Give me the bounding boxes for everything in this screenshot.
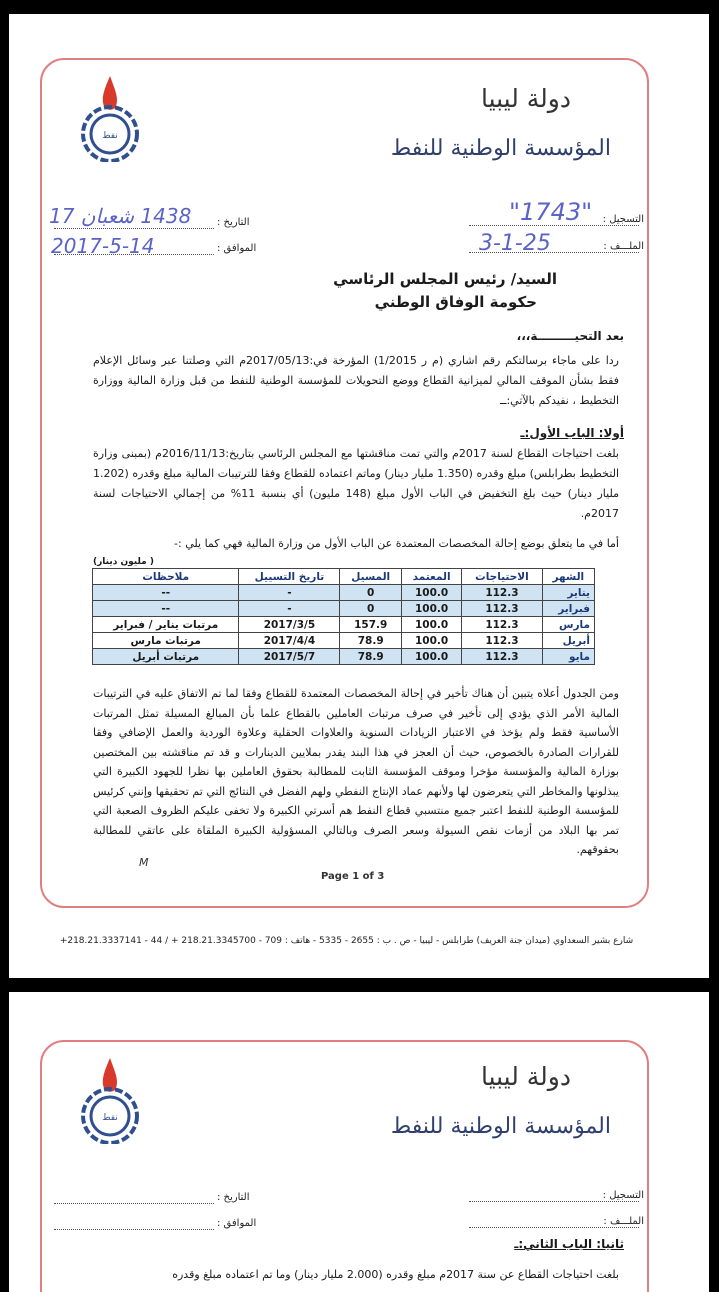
cell-notes: مرتبات يناير / فبراير — [93, 617, 239, 633]
section-1-text: بلغت احتياجات القطاع لسنة 2017م والتي تمت مناقشتها مع المجلس الرئاسي بتاريخ:2016/11/13م (بمبنى وزارة التخطيط بطرابلس) مبلغ وقدره (1.350 مليار دينار) وماتم اعتماده للقطاع وفقا للترتيبات المالية مبلغ وقدره (1.202 مليار دينار) حيث بلغ التخفيض في الباب الأول مبلغ (148 مليون) أي بنسبة 11% من إجمالي الاحتياجات لسنة 2017م. — [93, 447, 619, 520]
cell-needs: 112.3 — [462, 633, 542, 649]
handwritten-hijri-date: 1438 شعبان 17 — [49, 204, 192, 228]
closing-paragraph: ومن الجدول أعلاه يتبين أن هناك تأخير في إحالة المخصصات المعتمدة للقطاع وفقا لما تم الاتفاق عليه في الترتيبات المالية الأمر الذي يؤدي إلى تأخير في صرف مرتبات العاملين بالقطاع علما بأن المبالغ المسيلة تمثل المرتبات الأساسية فقط ولم يؤخذ في الاعتبار الزيادات السنوية والعلاوات الحقلية وعلاوة الوردية والعمل الإضافي وفقا للقرارات الصادرة بالخصوص، حيث أن العجز في هذا البند يقدر بملايين الدينارات و قد تم مناقشته بين المختصين بوزارة المالية والمؤسسة مؤخرا وموقف المؤسسة الثابت للمطالبة بحقوق العاملين بها نظرا للجهود الكبيرة التي يبذلونها والمخاطر التي يتعرضون لها ولأنهم عماد الإنتاج النفطي ولهم الفضل في النتائج التي تم تحقيقها وإنني كرئيس للمؤسسة الوطنية للنفط اعتبر جميع منتسبي قطاع النفط هم أسرتي الكبيرة ولا تخفى عليكم الظروف الصعبة التي تمر بها البلاد من أزمات نقص السيولة وسعر الصرف وبالتالي المسؤولية الكبيرة الملقاة على عاتقي للمطالبة بحقوقهم. — [93, 687, 619, 856]
file-label: الملـــف : — [603, 241, 644, 252]
registration-line — [469, 1200, 639, 1202]
noc-logo-icon — [71, 72, 149, 162]
file-line — [469, 1226, 639, 1228]
cell-approved: 100.0 — [401, 617, 461, 633]
document-page-1 — [9, 14, 709, 978]
cell-needs: 112.3 — [462, 585, 542, 601]
cell-date: 2017/5/7 — [239, 649, 340, 665]
initials-signature: M — [139, 856, 149, 869]
cell-disbursed: 78.9 — [340, 633, 402, 649]
org-name: المؤسسة الوطنية للنفط — [390, 136, 611, 161]
cell-approved: 100.0 — [401, 649, 461, 665]
cell-notes: -- — [93, 585, 239, 601]
cell-approved: 100.0 — [401, 601, 461, 617]
table-intro: أما في ما يتعلق بوضع إحالة المخصصات المعتمدة عن الباب الأول من وزارة المالية فهي كما يلي :- — [174, 537, 619, 550]
cell-needs: 112.3 — [462, 649, 542, 665]
section-2-heading: ثانيا: الباب الثاني:ـ — [514, 1237, 624, 1251]
cell-notes: -- — [93, 601, 239, 617]
table-unit: ( مليون دينار) — [93, 557, 154, 567]
state-name: دولة ليبيا — [480, 84, 571, 113]
cell-month: يناير — [542, 585, 594, 601]
file-label: الملـــف : — [603, 1216, 644, 1227]
section-2-text: بلغت احتياجات القطاع عن سنة 2017م مبلغ وقدره (2.000 مليار دينار) وما تم اعتماده مبلغ وقدره — [172, 1268, 619, 1281]
handwritten-registration: "1743" — [509, 198, 593, 226]
registration-label: التسجيل : — [602, 214, 644, 225]
col-notes: ملاحظات — [93, 569, 239, 585]
date-line — [54, 1202, 214, 1204]
corresponding-label: الموافق : — [217, 1218, 257, 1229]
col-month: الشهر — [542, 569, 594, 585]
org-name: المؤسسة الوطنية للنفط — [390, 1114, 611, 1139]
table-row — [93, 617, 595, 633]
allocation-table — [92, 568, 595, 665]
cell-needs: 112.3 — [462, 601, 542, 617]
date-label: التاريخ : — [217, 217, 250, 228]
top-bar — [0, 0, 719, 14]
table-row — [93, 585, 595, 601]
intro-paragraph: ردا على ماجاء برسالتكم رقم اشاري (م ر 1/2015) المؤرخة في:2017/05/13م التي وصلتنا عبر وسائل الإعلام فقط بشأن الموقف المالي لميزانية القطاع ووضع التحويلات للمؤسسة الوطنية للنفط من قبل وزارة المالية ووزارة التخطيط ، نفيدكم بالآتي:ــ — [93, 354, 619, 407]
table-row — [93, 649, 595, 665]
cell-date: 2017/3/5 — [239, 617, 340, 633]
noc-logo-icon — [71, 1054, 149, 1144]
cell-month: مايو — [542, 649, 594, 665]
handwritten-greg-date: 2017-5-14 — [51, 234, 155, 258]
registration-label: التسجيل : — [602, 1190, 644, 1201]
cell-month: فبراير — [542, 601, 594, 617]
date-label: التاريخ : — [217, 1192, 250, 1203]
handwritten-file: 3-1-25 — [479, 231, 551, 256]
section-1-heading: أولا: الباب الأول:ـ — [520, 426, 624, 440]
cell-needs: 112.3 — [462, 617, 542, 633]
footer-address: شارع بشير السعداوي (ميدان جنة العريف) طرابلس - ليبيا - ص . ب : 2655 - 5335 - هاتف : 709 - 218.21.3345700 + / 44 - 218.21.3337141+ — [59, 936, 634, 946]
corresponding-label: الموافق : — [217, 243, 257, 254]
col-approved: المعتمد — [401, 569, 461, 585]
table-header-row — [93, 569, 595, 585]
page-number: Page 1 of 3 — [321, 871, 385, 882]
cell-approved: 100.0 — [401, 585, 461, 601]
corresponding-line — [54, 1228, 214, 1230]
state-name: دولة ليبيا — [480, 1062, 571, 1091]
logo-text: نفط — [102, 131, 118, 141]
col-disbursed: المسيل — [340, 569, 402, 585]
cell-date: - — [239, 585, 340, 601]
addressee-name: السيد/ رئيس المجلس الرئاسي — [333, 270, 557, 288]
addressee-government: حكومة الوفاق الوطني — [374, 293, 537, 311]
cell-disbursed: 0 — [340, 585, 402, 601]
cell-month: مارس — [542, 617, 594, 633]
cell-date: - — [239, 601, 340, 617]
cell-disbursed: 0 — [340, 601, 402, 617]
greeting: بعد التحيـــــــــة،،، — [516, 329, 624, 343]
logo-text: نفط — [102, 1113, 118, 1123]
col-needs: الاحتياجات — [462, 569, 542, 585]
table-row — [93, 601, 595, 617]
cell-month: أبريل — [542, 633, 594, 649]
cell-notes: مرتبات أبريل — [93, 649, 239, 665]
col-date: تاريخ التسييل — [239, 569, 340, 585]
cell-disbursed: 157.9 — [340, 617, 402, 633]
cell-approved: 100.0 — [401, 633, 461, 649]
cell-notes: مرتبات مارس — [93, 633, 239, 649]
cell-date: 2017/4/4 — [239, 633, 340, 649]
document-page-2 — [9, 992, 709, 1292]
table-row — [93, 633, 595, 649]
cell-disbursed: 78.9 — [340, 649, 402, 665]
